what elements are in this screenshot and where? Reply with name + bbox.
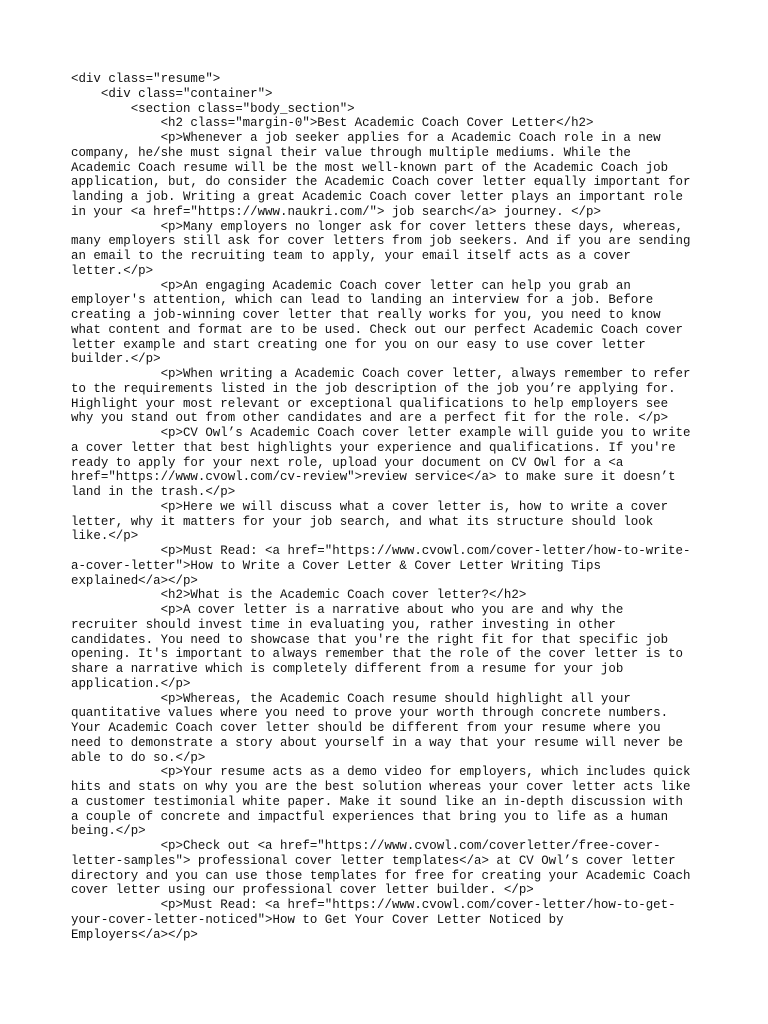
text-line: many employers still ask for cover letters from job seekers. And if you are sending: [71, 234, 691, 249]
text-line: why you stand out from other candidates and are a perfect fit for the role. </p>: [71, 411, 669, 426]
text-line: <div class="container">: [71, 86, 273, 101]
text-line: Academic Coach resume will be the most well-known part of the Academic Coach job: [71, 160, 669, 175]
text-line: a couple of concrete and impactful experiences that bring you to life as a human: [71, 809, 669, 824]
text-line: Your Academic Coach cover letter should be different from your resume where you: [71, 721, 661, 735]
text-line: quantitative values where you need to prove your worth through concrete numbers.: [71, 706, 669, 721]
text-line: <p>Must Read: <a href="https://www.cvowl.com/cover-letter/how-to-write-: [71, 544, 691, 558]
text-line: employer's attention, which can lead to landing an interview for a job. Before: [71, 293, 654, 308]
text-line: <p>Must Read: <a href="https://www.cvowl.com/cover-letter/how-to-get-: [71, 898, 676, 912]
text-line: letter-samples"> professional cover letter templates</a> at CV Owl’s cover letter: [71, 853, 676, 868]
text-line: a cover letter that best highlights your experience and qualifications. If you're: [71, 440, 676, 455]
text-line: cover letter using our professional cover letter builder. </p>: [71, 883, 534, 898]
text-line: need to demonstrate a story about yourself in a way that your resume will never be: [71, 735, 684, 750]
text-line: <p>A cover letter is a narrative about who you are and why the: [71, 603, 624, 617]
text-line: land in the trash.</p>: [71, 485, 236, 499]
text-line: able to do so.</p>: [71, 750, 206, 765]
text-line: ready to apply for your next role, upload your document on CV Owl for a <a: [71, 455, 624, 470]
text-line: application, but, do consider the Academic Coach cover letter equally important for: [71, 175, 691, 190]
text-line: <p>CV Owl’s Academic Coach cover letter example will guide you to write: [71, 426, 691, 440]
text-line: being.</p>: [71, 824, 146, 839]
text-line: to the requirements listed in the job description of the job you’re applying for.: [71, 381, 676, 396]
text-line: application.</p>: [71, 676, 191, 691]
text-line: <p>Whenever a job seeker applies for a Academic Coach role in a new: [71, 131, 661, 145]
text-line: share a narrative which is completely different from a resume for your job: [71, 662, 624, 676]
text-line: what content and format are to be used. Check out our perfect Academic Coach cover: [71, 322, 684, 337]
text-line: href="https://www.cvowl.com/cv-review">review service</a> to make sure it doesn’t: [71, 470, 676, 485]
text-line: <div class="resume">: [71, 72, 221, 86]
text-line: a-cover-letter">How to Write a Cover Letter & Cover Letter Writing Tips: [71, 558, 601, 573]
text-line: <p>When writing a Academic Coach cover letter, always remember to refer: [71, 367, 691, 381]
text-line: builder.</p>: [71, 352, 161, 367]
text-line: <p>Whereas, the Academic Coach resume should highlight all your: [71, 691, 631, 706]
text-line: directory and you can use those templates for free for creating your Academic Coach: [71, 868, 691, 883]
text-line: <p>Many employers no longer ask for cover letters these days, whereas,: [71, 219, 684, 234]
text-line: in your <a href="https://www.naukri.com/"> job search</a> journey. </p>: [71, 204, 601, 219]
text-line: letter example and start creating one for you on our easy to use cover letter: [71, 337, 646, 352]
html-source-text: [71, 72, 701, 942]
text-line: <p>Check out <a href="https://www.cvowl.com/coverletter/free-cover-: [71, 839, 661, 853]
text-line: landing a job. Writing a great Academic Coach cover letter plays an important role: [71, 190, 684, 204]
text-line: letter.</p>: [71, 263, 154, 278]
text-line: creating a job-winning cover letter that really works for you, you need to know: [71, 308, 661, 322]
text-line: <p>Here we will discuss what a cover letter is, how to write a cover: [71, 499, 669, 514]
text-line: your-cover-letter-noticed">How to Get Your Cover Letter Noticed by: [71, 912, 564, 927]
text-line: Employers</a></p>: [71, 927, 198, 942]
text-line: <p>An engaging Academic Coach cover letter can help you grab an: [71, 278, 631, 293]
text-line: <p>Your resume acts as a demo video for employers, which includes quick: [71, 765, 691, 780]
text-line: <section class="body_section">: [71, 101, 355, 116]
text-line: candidates. You need to showcase that you're the right fit for that specific job: [71, 632, 669, 647]
text-line: opening. It's important to always remember that the role of the cover letter is to: [71, 647, 684, 662]
text-line: a customer testimonial white paper. Make it sound like an in-depth discussion with: [71, 794, 684, 809]
text-line: company, he/she must signal their value through multiple mediums. While the: [71, 145, 631, 160]
text-line: like.</p>: [71, 529, 139, 544]
text-line: <h2 class="margin-0">Best Academic Coach Cover Letter</h2>: [71, 116, 594, 131]
text-line: an email to the recruiting team to apply, your email itself acts as a cover: [71, 249, 631, 263]
text-line: recruiter should invest time in evaluating you, rather investing in other: [71, 617, 616, 632]
text-line: hits and stats on why you are the best solution whereas your cover letter acts like: [71, 780, 691, 794]
text-line: letter, why it matters for your job search, and what its structure should look: [71, 514, 654, 529]
text-line: <h2>What is the Academic Coach cover letter?</h2>: [71, 588, 527, 603]
text-line: explained</a></p>: [71, 573, 198, 588]
text-line: Highlight your most relevant or exceptional qualifications to help employers see: [71, 396, 669, 411]
